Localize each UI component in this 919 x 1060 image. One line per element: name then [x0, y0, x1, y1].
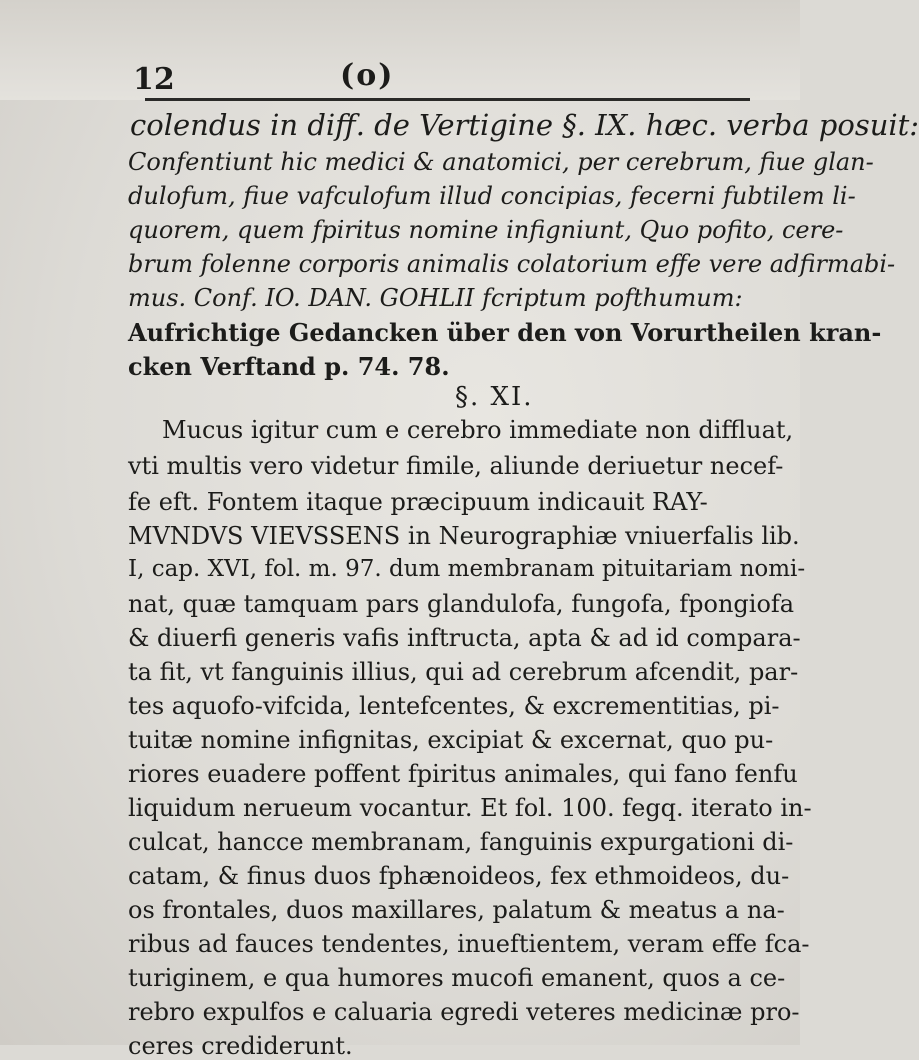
text-line: Confentiunt hic medici & anatomici, per cerebrum, fiue glan- [128, 148, 874, 176]
text-line: os frontales, duos maxillares, palatum & meatus a na- [128, 896, 785, 924]
text-line: I, cap. XVI, fol. m. 97. dum membranam pituitariam nomi- [128, 556, 806, 582]
text-line: culcat, hancce membranam, fanguinis expurgationi di- [128, 828, 794, 856]
page-header [0, 0, 800, 100]
text-line: rebro expulfos e caluaria egredi veteres medicinæ pro- [128, 998, 800, 1026]
text-line: nat, quæ tamquam pars glandulofa, fungofa, fpongiofa [128, 590, 795, 618]
text-line: brum folenne corporis animalis colatorium effe vere adfirmabi- [128, 250, 896, 278]
text-line: liquidum nerueum vocantur. Et fol. 100. fegq. iterato in- [128, 794, 812, 822]
text-line: & diuerfi generis vafis inftructa, apta & ad id compara- [128, 624, 801, 652]
text-line: Aufrichtige Gedancken über den von Vorurtheilen kran- [128, 318, 882, 347]
text-line: ribus ad fauces tendentes, inueftientem, veram effe fca- [128, 930, 810, 958]
text-line: catam, & finus duos fphænoideos, fex ethmoideos, du- [128, 862, 790, 890]
text-line: fe eft. Fontem itaque præcipuum indicauit RAY- [128, 488, 708, 516]
text-line: ceres crediderunt. [128, 1032, 353, 1060]
text-line: quorem, quem fpiritus nomine infigniunt, Quo pofito, cere- [128, 216, 844, 244]
text-line: ta fit, vt fanguinis illius, qui ad cerebrum afcendit, par- [128, 658, 799, 686]
text-line: riores euadere poffent fpiritus animales, qui fano fenfu [128, 760, 798, 788]
text-line: colendus in diff. de Vertigine §. IX. hæc. verba posuit: [130, 108, 919, 142]
text-line: cken Verftand p. 74. 78. [128, 352, 450, 381]
text-line: tes aquofo-vifcida, lentefcentes, & excrementitias, pi- [128, 692, 780, 720]
text-line: mus. Conf. IO. DAN. GOHLII fcriptum pofthumum: [128, 284, 743, 312]
text-line: Mucus igitur cum e cerebro immediate non diffluat, [162, 416, 794, 444]
text-line: turiginem, e qua humores mucofi emanent, quos a ce- [128, 964, 786, 992]
text-line: tuitæ nomine infignitas, excipiat & excernat, quo pu- [128, 726, 774, 754]
text-line: MVNDVS VIEVSSENS in Neurographiæ vniuerfalis lib. [128, 522, 800, 550]
section-heading: §. XI. [455, 382, 534, 412]
text-line: vti multis vero videtur fimile, aliunde deriuetur necef- [128, 452, 784, 480]
header-rule [145, 98, 750, 101]
text-line: dulofum, fiue vafculofum illud concipias, fecerni fubtilem li- [128, 182, 856, 210]
page-number: 12 [133, 62, 175, 97]
running-head: (o) [340, 58, 395, 93]
